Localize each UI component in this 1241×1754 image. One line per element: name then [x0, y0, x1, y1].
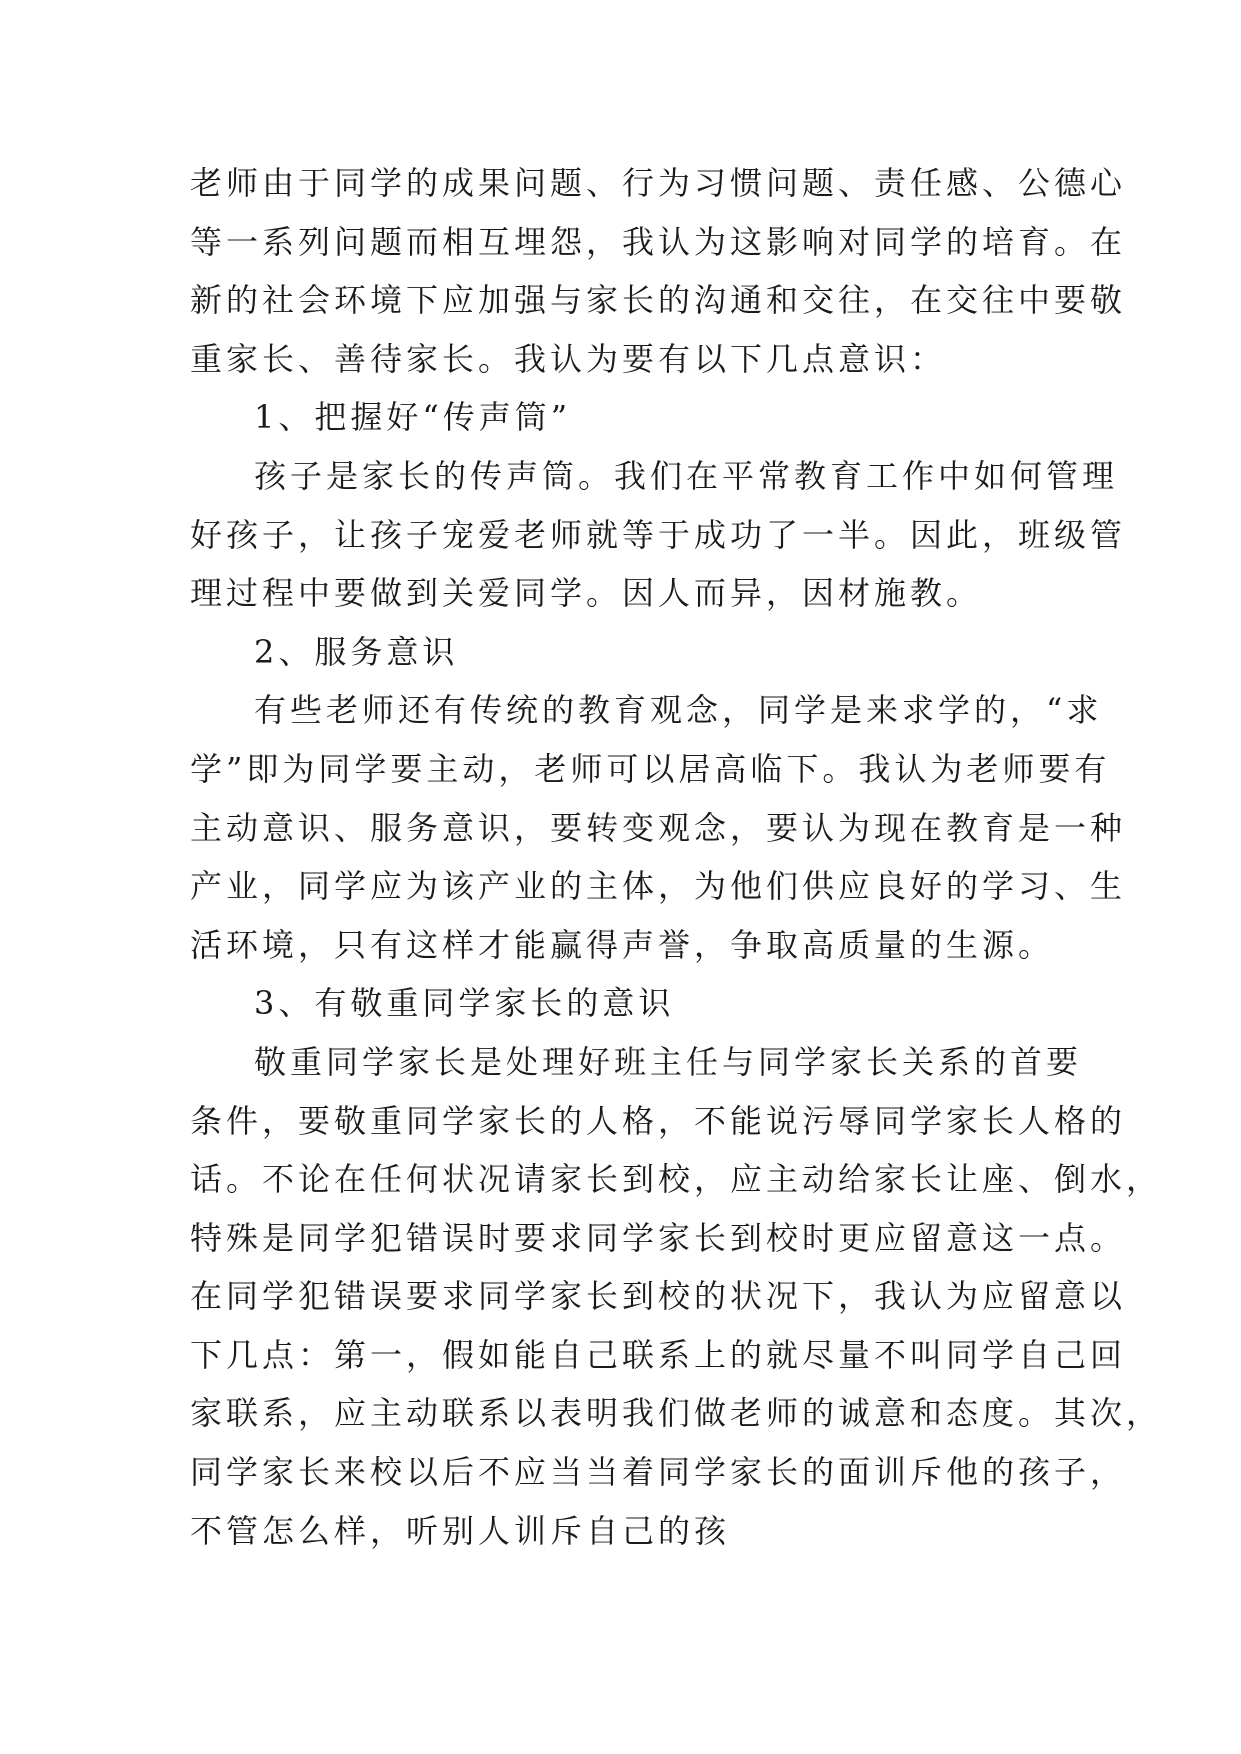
text-line: 不管怎么样，听别人训斥自己的孩 — [190, 1511, 731, 1550]
text-line: 特殊是同学犯错误时要求同学家长到校时更应留意这一点。 — [190, 1218, 1127, 1257]
text-line: 下几点：第一，假如能自己联系上的就尽量不叫同学自己回 — [190, 1335, 1127, 1374]
text-line: 理过程中要做到关爱同学。因人而异，因材施教。 — [190, 574, 983, 613]
text-line: 活环境，只有这样才能赢得声誉，争取高质量的生源。 — [190, 925, 1055, 964]
text-line: 重家长、善待家长。我认为要有以下几点意识： — [190, 339, 947, 378]
text-line: 新的社会环境下应加强与家长的沟通和交往，在交往中要敬 — [190, 281, 1127, 320]
text-line: 话。不论在任何状况请家长到校，应主动给家长让座、倒水， — [190, 1160, 1163, 1199]
text-line: 条件，要敬重同学家长的人格，不能说污辱同学家长人格的 — [190, 1101, 1127, 1140]
section-heading: 3、有敬重同学家长的意识 — [254, 984, 675, 1023]
text-line: 老师由于同学的成果问题、行为习惯问题、责任感、公德心 — [190, 164, 1127, 202]
section-heading: 1、把握好“传声筒” — [254, 398, 572, 437]
body-text — [190, 154, 1163, 1560]
text-line: 在同学犯错误要求同学家长到校的状况下，我认为应留意以 — [190, 1277, 1127, 1316]
text-line: 好孩子，让孩子宠爱老师就等于成功了一半。因此，班级管 — [190, 515, 1127, 554]
text-line: 等一系列问题而相互埋怨，我认为这影响对同学的培育。在 — [190, 222, 1127, 261]
text-line: 孩子是家长的传声筒。我们在平常教育工作中如何管理 — [254, 456, 1119, 495]
section-heading: 2、服务意识 — [254, 632, 459, 671]
text-line: 有些老师还有传统的教育观念，同学是来求学的，“求 — [254, 691, 1103, 730]
text-line: 敬重同学家长是处理好班主任与同学家长关系的首要 — [254, 1042, 1083, 1081]
text-line: 学”即为同学要主动，老师可以居高临下。我认为老师要有 — [190, 749, 1111, 788]
text-line: 家联系，应主动联系以表明我们做老师的诚意和态度。其次， — [190, 1394, 1163, 1433]
text-line: 主动意识、服务意识，要转变观念，要认为现在教育是一种 — [190, 808, 1127, 847]
text-line: 产业，同学应为该产业的主体，为他们供应良好的学习、生 — [190, 867, 1127, 906]
text-line: 同学家长来校以后不应当当着同学家长的面训斥他的孩子， — [190, 1453, 1127, 1492]
